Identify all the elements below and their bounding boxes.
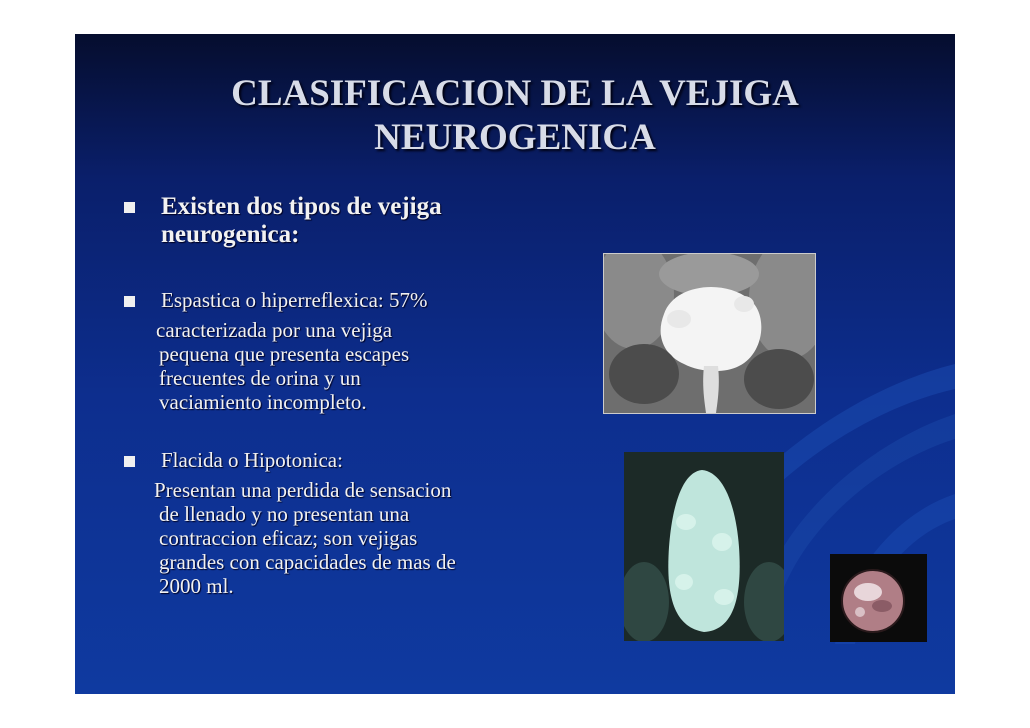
endoscopy-image	[830, 554, 927, 642]
slide-title-line-2: NEUROGENICA	[374, 117, 656, 158]
bullet-3-line-2: de llenado y no presentan una	[159, 502, 410, 526]
bullet-square	[124, 296, 135, 307]
bullet-2-line-3: frecuentes de orina y un	[159, 366, 361, 390]
bullet-square	[124, 202, 135, 213]
slide	[75, 34, 955, 694]
bullet-3-line-3: contraccion eficaz; son vejigas	[159, 526, 418, 550]
bullet-2-line-1: caracterizada por una vejiga	[156, 318, 393, 342]
bullet-2-heading: Espastica o hiperreflexica: 57%	[161, 288, 428, 312]
cystogram-image-flaccid	[624, 452, 784, 641]
bullet-1-line-2: neurogenica:	[161, 221, 300, 248]
bullet-1-line-1: Existen dos tipos de vejiga	[161, 193, 442, 220]
slide-title	[75, 72, 955, 160]
bullet-2-line-4: vaciamiento incompleto.	[159, 390, 367, 414]
bullet-3-line-4: grandes con capacidades de mas de	[159, 550, 456, 574]
bullet-3-line-1: Presentan una perdida de sensacion	[154, 478, 452, 502]
slide-title-line-1: CLASIFICACION DE LA VEJIGA	[231, 73, 799, 114]
bullet-2-line-2: pequena que presenta escapes	[159, 342, 410, 366]
cystogram-image-spastic	[603, 253, 816, 414]
bullet-3-heading: Flacida o Hipotonica:	[161, 448, 343, 472]
bullet-square	[124, 456, 135, 467]
bullet-3-line-5: 2000 ml.	[159, 574, 234, 598]
